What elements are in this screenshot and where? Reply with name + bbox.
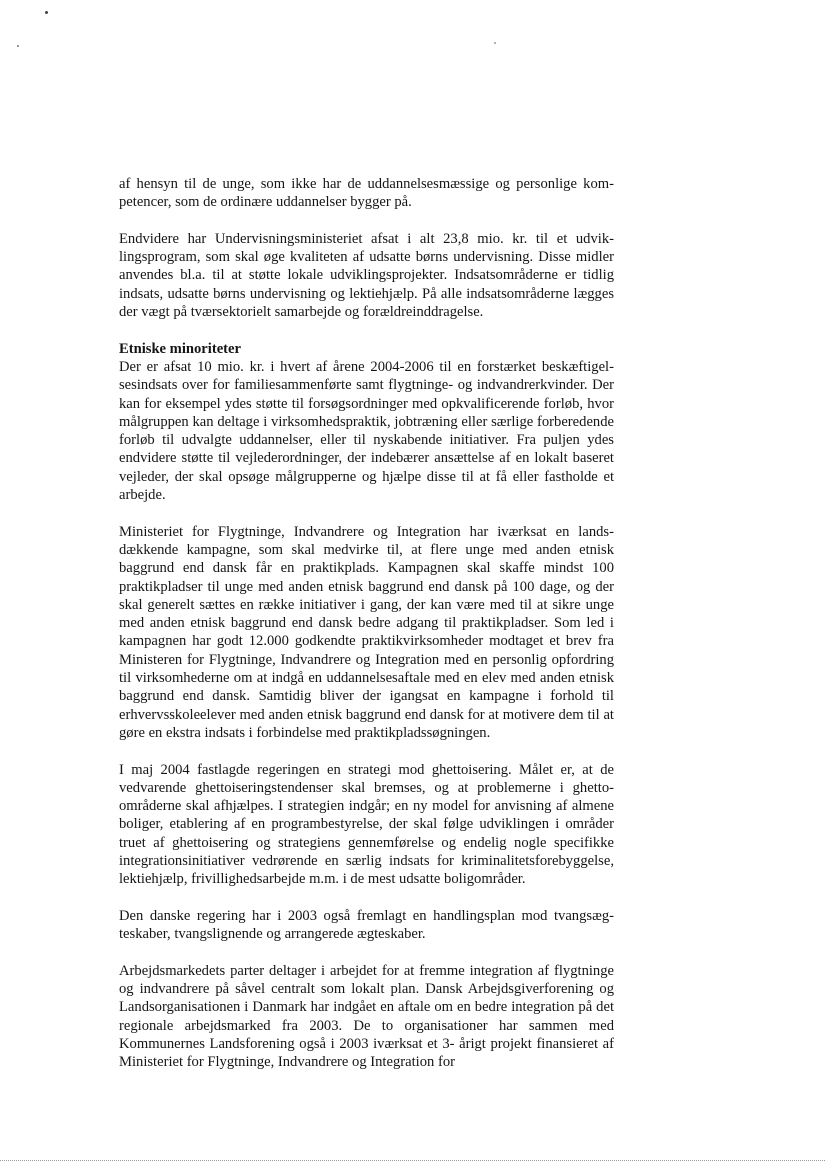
paragraph: Arbejdsmarkedets parter deltager i arbejdet for at fremme integration af flygtninge og indvandrere på såvel centralt som lokalt plan. Dansk Arbejdsgiverforening og Landsorganisationen i Danmark har indgået en aftale om en bedre integration på det regionale arbejdsmarked fra 2003. De to organisationer har sammen med Kommunernes Landsforening også i 2003 iværksat et 3- årigt projekt finansieret af Ministeriet for Flygtninge, Indvandrere og Integration for [119, 962, 614, 1071]
scan-speck [17, 45, 19, 47]
paragraph: Ministeriet for Flygtninge, Indvandrere og Integration har iværksat en landsdækkende kampagne, som skal medvirke til, at flere unge med anden etnisk baggrund end dansk får en praktikplads. Kampagnen skal skaffe mindst 100 praktikpladser til unge med anden etnisk baggrund end dansk på 100 dage, og der skal generelt sættes en række initiativer i gang, der kan være med til at sikre unge med anden etnisk baggrund end dansk bedre adgang til praktikpladser. Som led i kampagnen har godt 12.000 godkendte praktikvirksomheder modtaget et brev fra Ministeren for Flygtninge, Indvandrere og Integration med en personlig opfordring til virksomhederne om at indgå en uddannelsesaftale med en elev med anden etnisk baggrund end dansk. Samtidig bliver der igangsat en kampagne i forhold til erhvervsskoleelever med anden etnisk baggrund end dansk for at motivere dem til at gøre en ekstra indsats i forbindelse med praktikpladssøgningen. [119, 523, 614, 741]
section-heading: Etniske minoriteter [119, 340, 241, 357]
paragraph: Der er afsat 10 mio. kr. i hvert af årene 2004-2006 til en forstærket beskæftigelsesindsats over for familiesammenførte samt flygtninge- og indvandrerkvinder. Der kan for eksempel ydes støtte til forsøgsordninger med opkvalificerende forløb, hvor målgruppen kan deltage i virksomhedspraktik, jobtræning eller særlige forberedende forløb til udvalgte uddannelser, eller til nyskabende initiativer. Fra puljen ydes endvidere støtte til vejlederordninger, der indebærer ansættelse af en lokalt baseret vejleder, der skal opsøge målgrupperne og hjælpe disse til at få eller fastholde et arbejde. [119, 358, 614, 504]
paragraph: af hensyn til de unge, som ikke har de uddannelsesmæssige og personlige kompetencer, som de ordinære uddannelser bygger på. [119, 176, 614, 211]
scan-speck [45, 11, 48, 14]
paragraph: Den danske regering har i 2003 også fremlagt en handlingsplan mod tvangsægteskaber, tvangslignende og arrangerede ægteskaber. [119, 907, 614, 943]
page-body [119, 175, 614, 1090]
paragraph: Endvidere har Undervisningsministeriet afsat i alt 23,8 mio. kr. til et udviklingsprogram, som skal øge kvaliteten af udsatte børns undervisning. Disse midler anvendes bl.a. til at støtte lokale udviklingsprojekter. Indsatsområderne er tidlig indsats, udsatte børns undervisning og lektiehjælp. På alle indsatsområderne lægges der vægt på tværsektorielt samarbejde og forældreinddragelse. [119, 230, 614, 321]
page-bottom-edge [0, 1160, 825, 1161]
paragraph: I maj 2004 fastlagde regeringen en strategi mod ghettoisering. Målet er, at de vedvarende ghettoiseringstendenser skal bremses, og at problemerne i ghettoområderne skal afhjælpes. I strategien indgår; en ny model for anvisning af almene boliger, etablering af en programbestyrelse, der skal følge udviklingen i områder truet af ghettoisering og strategiens gennemførelse og endelig nogle specifikke integrationsinitiativer vedrørende en særlig indsats for kriminalitetsforebyggelse, lektiehjælp, frivillighedsarbejde m.m. i de mest udsatte boligområder. [119, 761, 614, 888]
scan-speck [494, 42, 496, 44]
